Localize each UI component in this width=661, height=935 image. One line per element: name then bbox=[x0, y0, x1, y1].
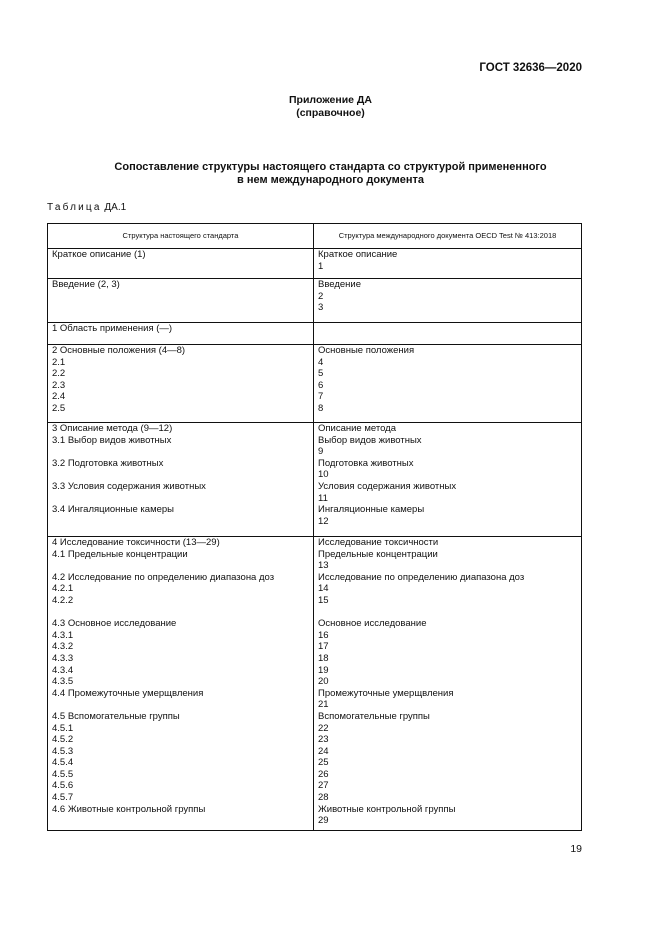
cell-line: 4.5.6 bbox=[52, 780, 74, 792]
cell-line: Основное исследование bbox=[318, 618, 427, 630]
cell-line: 4.2.1 bbox=[52, 583, 74, 595]
cell-line: 27 bbox=[318, 780, 329, 792]
cell-line: 11 bbox=[318, 492, 328, 504]
cell-line: 4.5.3 bbox=[52, 745, 74, 757]
cell-line: 4.3.1 bbox=[52, 629, 74, 641]
cell-line: 4.5.4 bbox=[52, 757, 74, 769]
cell-line: 28 bbox=[318, 792, 329, 804]
cell-line: 26 bbox=[318, 768, 329, 780]
cell-line: 4 Исследование токсичности (13—29) bbox=[52, 537, 220, 548]
cell-line: Ингаляционные камеры bbox=[318, 504, 425, 516]
header-national-structure: Структура настоящего стандарта bbox=[48, 224, 314, 249]
national-structure-cell bbox=[48, 423, 314, 537]
cell-line: 4.3.4 bbox=[52, 664, 74, 676]
cell-line: 4.5.1 bbox=[52, 722, 74, 734]
cell-line bbox=[52, 607, 309, 619]
cell-line: Промежуточные умерщвления bbox=[318, 687, 454, 699]
cell-line: 3.3 Условия содержания животных bbox=[52, 480, 206, 492]
cell-line: Подготовка животных bbox=[318, 457, 414, 469]
cell-line: 4.5.7 bbox=[52, 792, 74, 804]
cell-line: Введение (2, 3) bbox=[52, 279, 120, 290]
cell-line: 24 bbox=[318, 745, 329, 757]
cell-line: 2.3 bbox=[52, 379, 66, 391]
cell-line: Введение bbox=[318, 279, 362, 290]
national-structure-cell bbox=[48, 249, 314, 279]
cell-line bbox=[52, 493, 309, 505]
table-row bbox=[48, 323, 582, 345]
standard-id: ГОСТ 32636—2020 bbox=[479, 62, 582, 74]
cell-line: 3.1 Выбор видов животных bbox=[52, 434, 172, 446]
cell-line: 3 Описание метода (9—12) bbox=[52, 423, 173, 434]
international-structure-cell bbox=[314, 279, 582, 323]
cell-line: 23 bbox=[318, 734, 329, 746]
cell-line: 2.2 bbox=[52, 368, 66, 380]
cell-line bbox=[52, 261, 309, 273]
cell-line: 16 bbox=[318, 629, 329, 641]
cell-line bbox=[52, 815, 309, 827]
cell-line bbox=[52, 302, 309, 314]
section-heading-line-2: в нем международного документа bbox=[237, 174, 424, 186]
annex-title: Приложение ДА bbox=[289, 94, 372, 106]
cell-line: 2.5 bbox=[52, 402, 66, 414]
table-row bbox=[48, 537, 582, 831]
annex-note: (справочное) bbox=[296, 107, 365, 119]
table-row bbox=[48, 279, 582, 323]
cell-line: 4.5.5 bbox=[52, 768, 74, 780]
cell-line: 4.2.2 bbox=[52, 594, 74, 606]
table-header-row bbox=[48, 224, 582, 249]
national-structure-cell bbox=[48, 345, 314, 423]
cell-line: 22 bbox=[318, 722, 329, 734]
cell-line: 3.4 Ингаляционные камеры bbox=[52, 504, 174, 516]
section-heading-line-1: Сопоставление структуры настоящего стандарта со структурой примененного bbox=[114, 161, 547, 173]
cell-line bbox=[318, 323, 577, 335]
cell-line: 10 bbox=[318, 469, 329, 481]
cell-line: Исследование по определению диапазона доз bbox=[318, 571, 525, 583]
table-caption-number: ДА.1 bbox=[104, 202, 127, 213]
cell-line: 6 bbox=[318, 379, 324, 391]
cell-line bbox=[318, 607, 577, 619]
cell-line: 4.5.2 bbox=[52, 734, 74, 746]
cell-line: Выбор видов животных bbox=[318, 434, 422, 446]
cell-line: 2.4 bbox=[52, 391, 66, 403]
cell-line: 4.3.2 bbox=[52, 641, 74, 653]
cell-line: Исследование токсичности bbox=[318, 537, 439, 548]
cell-line: 13 bbox=[318, 560, 329, 572]
cell-line: 21 bbox=[318, 699, 329, 711]
cell-line bbox=[52, 560, 309, 572]
page-number: 19 bbox=[570, 843, 582, 855]
table-caption-word: Таблица bbox=[47, 202, 102, 213]
cell-line: 7 bbox=[318, 391, 324, 403]
comparison-table bbox=[47, 223, 582, 831]
cell-line bbox=[52, 699, 309, 711]
table-caption bbox=[47, 202, 126, 213]
table-row bbox=[48, 249, 582, 279]
cell-line: 15 bbox=[318, 594, 329, 606]
cell-line: 3 bbox=[318, 302, 324, 314]
cell-line: 4.4 Промежуточные умерщвления bbox=[52, 687, 204, 699]
table-body bbox=[48, 249, 582, 831]
cell-line: 8 bbox=[318, 402, 324, 414]
national-structure-cell bbox=[48, 537, 314, 831]
cell-line bbox=[52, 516, 309, 528]
cell-line bbox=[52, 291, 309, 303]
cell-line bbox=[52, 469, 309, 481]
cell-line: 4.1 Предельные концентрации bbox=[52, 548, 188, 560]
cell-line: Животные контрольной группы bbox=[318, 803, 456, 815]
cell-line: 4 bbox=[318, 356, 324, 368]
section-heading bbox=[0, 161, 661, 187]
cell-line: Вспомогательные группы bbox=[318, 710, 430, 722]
cell-line: 4.5 Вспомогательные группы bbox=[52, 710, 180, 722]
cell-line: 29 bbox=[318, 815, 329, 827]
national-structure-cell bbox=[48, 323, 314, 345]
cell-line: 19 bbox=[318, 664, 329, 676]
cell-line: 17 bbox=[318, 641, 329, 653]
cell-line: Предельные концентрации bbox=[318, 548, 438, 560]
international-structure-cell bbox=[314, 423, 582, 537]
cell-line: 2 bbox=[318, 290, 324, 302]
cell-line: 18 bbox=[318, 652, 329, 664]
cell-line: Основные положения bbox=[318, 345, 415, 356]
cell-line: 20 bbox=[318, 676, 329, 688]
cell-line: 3.2 Подготовка животных bbox=[52, 457, 164, 469]
international-structure-cell bbox=[314, 323, 582, 345]
international-structure-cell bbox=[314, 249, 582, 279]
cell-line: Описание метода bbox=[318, 423, 396, 434]
international-structure-cell bbox=[314, 537, 582, 831]
international-structure-cell bbox=[314, 345, 582, 423]
header-international-structure: Структура международного документа OECD Test № 413:2018 bbox=[314, 224, 582, 249]
cell-line: 12 bbox=[318, 515, 329, 527]
cell-line: Краткое описание (1) bbox=[52, 249, 146, 260]
cell-line: 2 Основные положения (4—8) bbox=[52, 345, 186, 356]
cell-line bbox=[52, 446, 309, 458]
national-structure-cell bbox=[48, 279, 314, 323]
cell-line: 4.6 Животные контрольной группы bbox=[52, 803, 206, 815]
cell-line: 4.3.3 bbox=[52, 652, 74, 664]
cell-line: 2.1 bbox=[52, 356, 66, 368]
table-row bbox=[48, 423, 582, 537]
cell-line: 1 Область применения (—) bbox=[52, 323, 173, 334]
table-row bbox=[48, 345, 582, 423]
cell-line: 25 bbox=[318, 757, 329, 769]
cell-line: 14 bbox=[318, 583, 329, 595]
cell-line: Краткое описание bbox=[318, 249, 398, 260]
cell-line: 9 bbox=[318, 446, 324, 458]
cell-line: Условия содержания животных bbox=[318, 480, 457, 492]
cell-line: 4.2 Исследование по определению диапазона доз bbox=[52, 571, 275, 583]
cell-line: 4.3 Основное исследование bbox=[52, 618, 177, 630]
cell-line: 5 bbox=[318, 368, 324, 380]
cell-line: 1 bbox=[318, 260, 324, 272]
cell-line: 4.3.5 bbox=[52, 676, 74, 688]
